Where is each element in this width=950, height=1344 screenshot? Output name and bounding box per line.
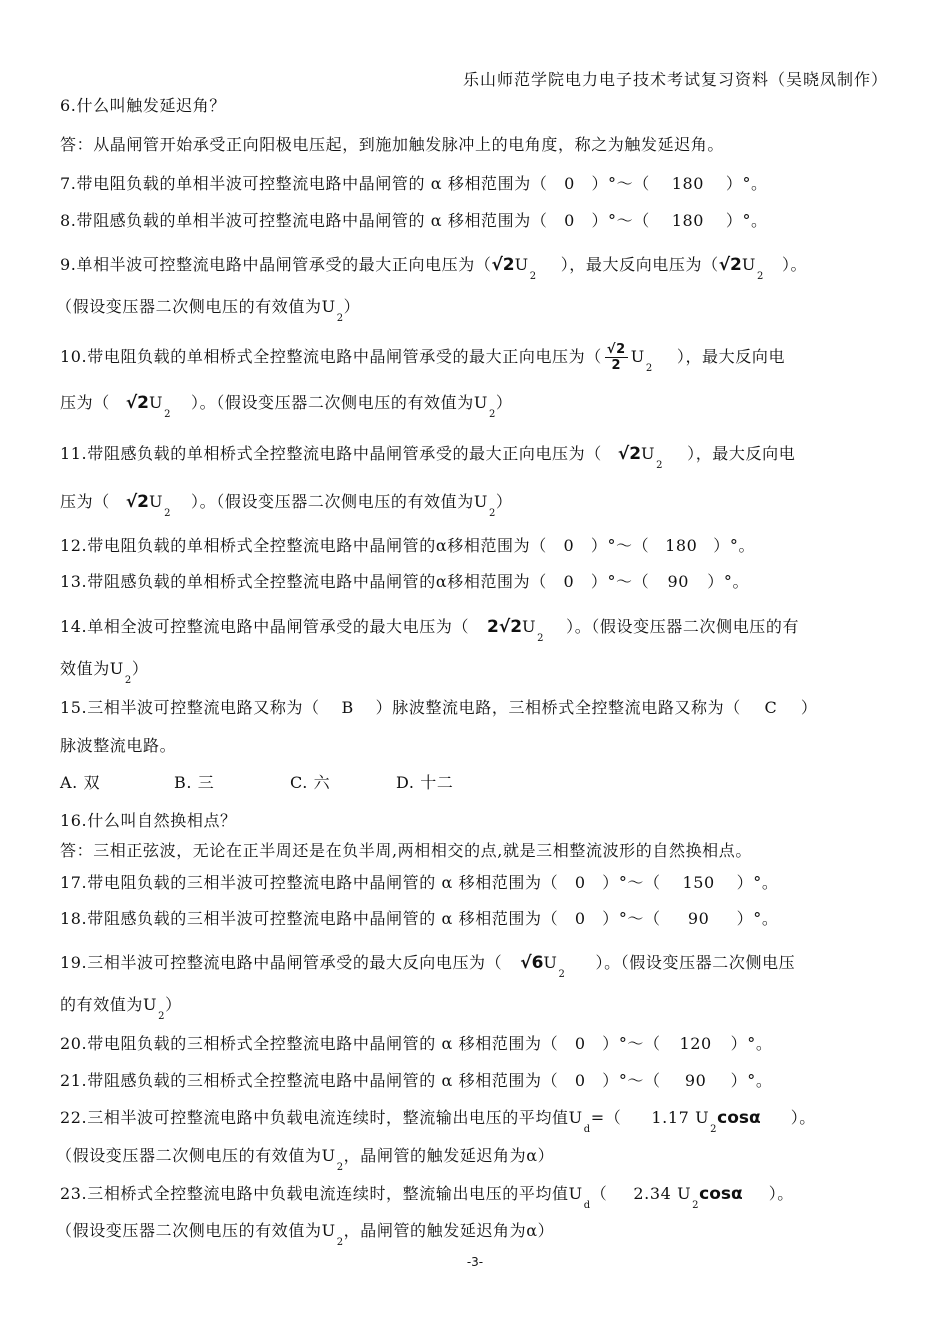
q23: 23.三相桥式全控整流电路中负载电流连续时，整流输出电压的平均值$U_d$（ 2.34 $U_2\cos\alpha$ ）。 — [60, 1184, 794, 1211]
q21: 21.带阻感负载的三相桥式全控整流电路中晶闸管的 α 移相范围为（ 0 ）°～（ 90 ）°。 — [60, 1071, 773, 1090]
q15-answer-a: B — [341, 698, 354, 717]
q18: 18.带阻感负载的三相半波可控整流电路中晶闸管的 α 移相范围为（ 0 ）°～（ 90 ）°。 — [60, 909, 779, 928]
q10-line2: 压为（ $√2U_2$）。（假设变压器二次侧电压的有效值为$U_2$） — [60, 393, 513, 420]
q11: 11.带阻感负载的单相桥式全控整流电路中晶闸管承受的最大正向电压为（ $√2U_2$），最大反向电 — [60, 444, 796, 471]
q15-option-b: B. 三 — [174, 773, 215, 792]
q14: 14.单相全波可控整流电路中晶闸管承受的最大电压为（ $2√2U_2$）。（假设变压器二次侧电压的有 — [60, 617, 800, 644]
q7-answer-b: 180 — [671, 174, 705, 193]
q21-answer-b: 90 — [684, 1071, 707, 1090]
q21-answer-a: 0 — [574, 1071, 586, 1090]
page-header: 乐山师范学院电力电子技术考试复习资料（吴晓凤制作） — [462, 70, 888, 89]
q6-question: 6.什么叫触发延迟角？ — [60, 96, 226, 115]
q10-answer-b: √2 — [125, 393, 149, 413]
q9-answer-a: √2 — [491, 255, 515, 275]
q8-answer-a: 0 — [564, 211, 575, 230]
q17-answer-b: 150 — [682, 873, 715, 892]
q19-line2: 的有效值为$U_2$） — [60, 995, 182, 1022]
q7-answer-a: 0 — [564, 174, 575, 193]
q22: 22.三相半波可控整流电路中负载电流连续时，整流输出电压的平均值$U_d=$（ 1.17 $U_2\cos\alpha$ ）。 — [60, 1108, 816, 1135]
q20-answer-b: 120 — [679, 1034, 712, 1053]
q17: 17.带电阻负载的三相半波可控整流电路中晶闸管的 α 移相范围为（ 0 ）°～（ 150 ）°。 — [60, 873, 779, 892]
q22-cos-alpha: cosα — [717, 1108, 761, 1128]
q11-answer-a: √2 — [617, 444, 642, 464]
q11-answer-b: √2 — [125, 492, 149, 512]
q23-note: （假设变压器二次侧电压的有效值为$U_2$，晶闸管的触发延迟角为α） — [56, 1221, 555, 1248]
q23-coefficient: 2.34 — [633, 1184, 672, 1203]
q16-question: 16.什么叫自然换相点？ — [60, 811, 237, 830]
q19: 19.三相半波可控整流电路中晶闸管承受的最大反向电压为（ $√6U_2$）。（假设变压器二次侧电压 — [60, 953, 796, 980]
q9-note: （假设变压器二次侧电压的有效值为$U_2$） — [56, 297, 361, 324]
q15-answer-b: C — [764, 698, 778, 717]
q17-answer-a: 0 — [574, 873, 586, 892]
page-number: -3- — [466, 1255, 484, 1269]
q20-answer-a: 0 — [574, 1034, 586, 1053]
q22-coefficient: 1.17 — [651, 1108, 690, 1127]
q10: 10.带电阻负载的单相桥式全控整流电路中晶闸管承受的最大正向电压为（ $\frac{√2}{2}$ $U_2$），最大反向电 — [60, 342, 786, 374]
q12: 12.带电阻负载的单相桥式全控整流电路中晶闸管的α移相范围为（ 0 ）°～（ 180 ）°。 — [60, 536, 756, 555]
q6-answer: 答：从晶闸管开始承受正向阳极电压起，到施加触发脉冲上的电角度，称之为触发延迟角。 — [60, 135, 725, 154]
q14-line2: 效值为$U_2$） — [60, 659, 149, 686]
q13-answer-a: 0 — [563, 572, 575, 591]
q14-answer: 2√2 — [487, 617, 523, 637]
q22-note: （假设变压器二次侧电压的有效值为$U_2$，晶闸管的触发延迟角为α） — [56, 1146, 555, 1173]
q12-answer-a: 0 — [563, 536, 575, 555]
q8: 8.带阻感负载的单相半波可控整流电路中晶闸管的 α 移相范围为（ 0 ）°～（ 180 ）°。 — [60, 211, 768, 230]
q8-answer-b: 180 — [671, 211, 705, 230]
q12-answer-b: 180 — [665, 536, 698, 555]
q9: 9.单相半波可控整流电路中晶闸管承受的最大正向电压为$(√2U_2)$，最大反向电压为$(√2U_2)$。 — [60, 255, 808, 282]
q15-line2: 脉波整流电路。 — [60, 736, 177, 755]
q11-line2: 压为（ $√2U_2$）。（假设变压器二次侧电压的有效值为$U_2$） — [60, 492, 513, 519]
q18-answer-a: 0 — [574, 909, 586, 928]
q19-answer: √6 — [520, 953, 544, 973]
q10-answer-fraction: $\frac{√2}{2}$ — [606, 342, 626, 373]
q13-answer-b: 90 — [667, 572, 690, 591]
q15-option-a: A. 双 — [60, 773, 101, 792]
q15: 15.三相半波可控整流电路又称为（ B ）脉波整流电路，三相桥式全控整流电路又称为（ C ） — [60, 698, 818, 717]
q16-answer: 答：三相正弦波，无论在正半周还是在负半周,两相相交的点,就是三相整流波形的自然换相点。 — [60, 841, 752, 860]
q13: 13.带阻感负载的单相桥式全控整流电路中晶闸管的α移相范围为（ 0 ）°～（ 90 ）°。 — [60, 572, 750, 591]
q23-cos-alpha: cosα — [699, 1184, 743, 1204]
q9-answer-b: √2 — [718, 255, 742, 275]
q18-answer-b: 90 — [687, 909, 710, 928]
q7: 7.带电阻负载的单相半波可控整流电路中晶闸管的 α 移相范围为（ 0 ）°～（ 180 ）°。 — [60, 174, 768, 193]
q15-options — [60, 770, 453, 793]
q20: 20.带电阻负载的三相桥式全控整流电路中晶闸管的 α 移相范围为（ 0 ）°～（ 120 ）°。 — [60, 1034, 773, 1053]
q15-option-d: D. 十二 — [396, 773, 454, 792]
q15-option-c: C. 六 — [290, 773, 331, 792]
